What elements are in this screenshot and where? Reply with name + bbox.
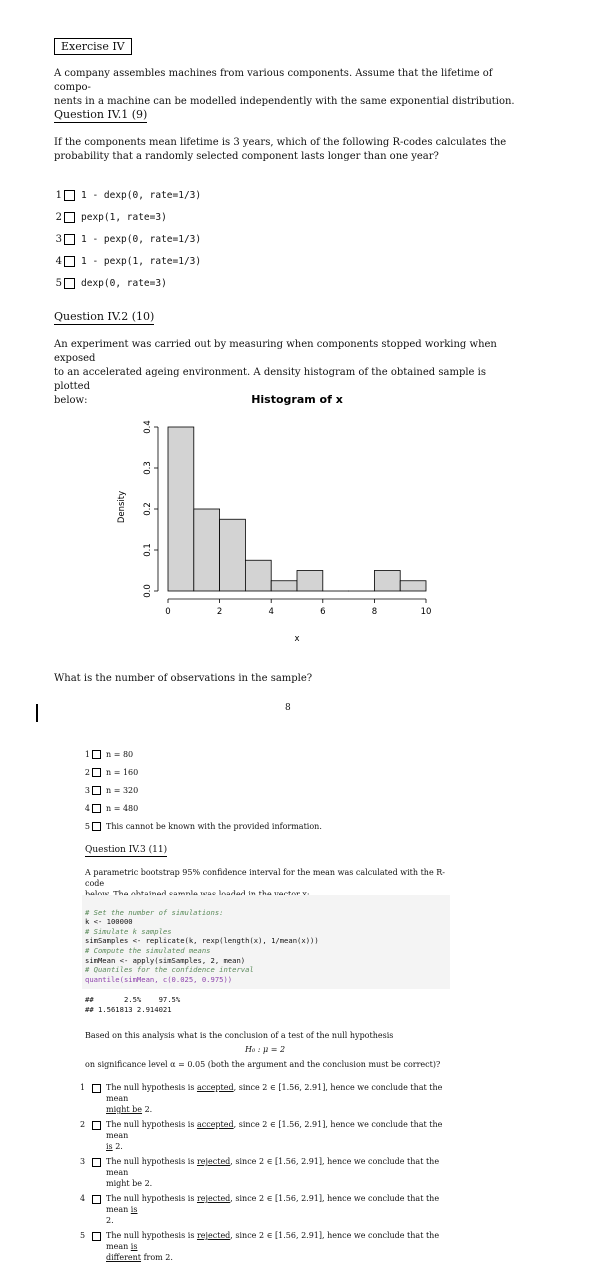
option-5[interactable] [80,817,322,835]
question-3-options [80,1082,455,1267]
checkbox[interactable] [92,786,101,795]
option-code: 1 - pexp(1, rate=1/3) [81,256,201,267]
option-code: 1 - dexp(0, rate=1/3) [81,190,201,201]
text-part: 2. [106,1216,114,1225]
checkbox[interactable] [92,1158,101,1167]
y-tick-label: 0.0 [143,584,153,598]
text-part: accepted [197,1083,234,1092]
text-line: If the components mean lifetime is 3 years, which of the following R-codes calculates the [54,136,524,150]
x-tick-label: 8 [372,607,377,617]
intro-line: nents in a machine can be modelled independently with the same exponential distribution. [54,95,524,109]
code-line: simMean <- apply(simSamples, 2, mean) [85,956,245,965]
checkbox[interactable] [92,822,101,831]
checkbox[interactable] [64,212,75,223]
y-tick-label: 0.1 [143,543,153,557]
option-number: 5 [50,278,62,289]
text-part: might be [106,1105,142,1114]
text-part: is [131,1205,138,1214]
option-text [106,1193,451,1226]
text-part: rejected [197,1231,230,1240]
option-number: 4 [80,804,90,813]
option-number: 1 [80,1082,90,1093]
checkbox[interactable] [64,256,75,267]
intro-line: A company assembles machines from various components. Assume that the lifetime of compo- [54,67,524,95]
option-text: n = 80 [106,749,133,760]
option-number: 2 [50,212,62,223]
option-number: 3 [50,234,62,245]
question-1-text [54,136,524,164]
chart-x-label: x [294,634,299,644]
option-code: 1 - pexp(0, rate=1/3) [81,234,201,245]
exercise-intro [54,67,524,109]
checkbox[interactable] [64,190,75,201]
chart-y-axis [143,420,158,598]
question-1-options [50,184,201,294]
text-line: to an accelerated ageing environment. A density histogram of the obtained sample is plotted [54,366,524,394]
option-4[interactable] [80,799,322,817]
histogram-bar [400,581,426,591]
code-comment: # Simulate k samples [85,927,172,936]
text-part: rejected [197,1194,230,1203]
text-part: accepted [197,1120,234,1129]
text-part: might be 2. [106,1179,152,1188]
option-number: 1 [50,190,62,201]
text-part: is [106,1142,113,1151]
code-comment: # Quantiles for the confidence interval [85,965,254,974]
option-code: pexp(1, rate=3) [81,212,167,223]
option-1[interactable] [80,745,322,763]
question-3-text-3: on significance level α = 0.05 (both the argument and the conclusion must be correct)? [85,1059,440,1070]
histogram-bar [168,427,194,591]
checkbox[interactable] [92,1084,101,1093]
question-3-text-2: Based on this analysis what is the conclusion of a test of the null hypothesis [85,1030,393,1041]
question-3-title: Question IV.3 (11) [85,845,167,857]
text-line: An experiment was carried out by measuring when components stopped working when exposed [54,338,524,366]
code-comment: # Compute the simulated means [85,946,211,955]
text-part: The null hypothesis is [106,1120,197,1129]
checkbox[interactable] [92,750,101,759]
option-text: n = 320 [106,785,138,796]
question-1-title: Question IV.1 (9) [54,108,147,123]
checkbox[interactable] [92,1195,101,1204]
code-output [85,995,180,1014]
option-number: 5 [80,1230,90,1241]
page-number: 8 [285,701,291,715]
option-text: This cannot be known with the provided information. [106,821,322,832]
text-part: The null hypothesis is [106,1194,197,1203]
code-comment: # Set the number of simulations: [85,908,223,917]
chart-x-axis [165,599,431,617]
text-part: is [131,1242,138,1251]
option-5[interactable] [80,1230,455,1267]
checkbox[interactable] [92,804,101,813]
text-part: The null hypothesis is [106,1157,197,1166]
histogram-bar [194,509,220,591]
option-text: n = 480 [106,803,138,814]
option-number: 2 [80,1119,90,1130]
option-3[interactable] [80,781,322,799]
checkbox[interactable] [64,234,75,245]
x-tick-label: 4 [268,607,273,617]
text-part: rejected [197,1157,230,1166]
text-line: below: [54,394,524,408]
code-block [82,895,450,989]
option-number: 5 [80,822,90,831]
hypothesis: H₀ : μ = 2 [245,1044,285,1055]
code-line: quantile(simMean, c(0.025, 0.975)) [85,975,232,984]
histogram-bar [271,581,297,591]
histogram-bar [220,519,246,591]
option-number: 1 [80,750,90,759]
question-2-title: Question IV.2 (10) [54,310,154,325]
histogram-bar [374,571,400,592]
text-cursor [36,704,38,722]
option-2[interactable] [80,763,322,781]
histogram-chart [100,385,480,650]
option-text [106,1230,451,1263]
option-text [106,1082,451,1115]
option-text: n = 160 [106,767,138,778]
output-line: ## 2.5% 97.5% [85,995,180,1004]
code-line: k <- 100000 [85,917,133,926]
option-4[interactable] [50,250,201,272]
option-number: 3 [80,1156,90,1167]
y-tick-label: 0.2 [143,502,153,516]
option-text [106,1156,451,1189]
checkbox[interactable] [92,768,101,777]
option-4[interactable] [80,1193,455,1230]
option-1[interactable] [80,1082,455,1119]
text-part: The null hypothesis is [106,1083,197,1092]
option-number: 2 [80,768,90,777]
histogram-bar [297,571,323,592]
chart-title: Histogram of x [251,393,343,406]
histogram-bar [245,560,271,591]
option-3[interactable] [50,228,201,250]
x-tick-label: 6 [320,607,325,617]
x-tick-label: 2 [217,607,222,617]
x-tick-label: 10 [421,607,432,617]
y-tick-label: 0.3 [143,461,153,475]
question-2-options [80,745,322,835]
text-part: , since 2 ∈ [1.56, 2.91], hence we conclude that the mean [106,1157,439,1177]
text-part: from 2. [141,1253,173,1262]
option-3[interactable] [80,1156,455,1193]
x-tick-label: 0 [165,607,170,617]
text-part: different [106,1253,141,1262]
checkbox[interactable] [92,1232,101,1241]
text-line: A parametric bootstrap 95% confidence interval for the mean was calculated with the R-code [85,867,455,889]
option-number: 3 [80,786,90,795]
exercise-title: Exercise IV [54,38,132,55]
chart-y-label: Density [117,491,127,523]
text-part: 2. [113,1142,123,1151]
option-number: 4 [50,256,62,267]
option-2[interactable] [80,1119,455,1156]
y-tick-label: 0.4 [143,420,153,434]
text-part: , since 2 ∈ [1.56, 2.91], hence we conclude that the mean [106,1231,439,1251]
chart-bars [168,427,426,591]
text-part: 2. [142,1105,152,1114]
question-2-prompt: What is the number of observations in the sample? [54,672,312,686]
option-2[interactable] [50,206,201,228]
text-part: , since 2 ∈ [1.56, 2.91], hence we conclude that the mean [106,1120,442,1140]
text-part: , since 2 ∈ [1.56, 2.91], hence we conclude that the mean [106,1194,439,1214]
option-number: 4 [80,1193,90,1204]
option-5[interactable] [50,272,201,294]
output-line: ## 1.561813 2.914021 [85,1005,172,1014]
text-part: , since 2 ∈ [1.56, 2.91], hence we conclude that the mean [106,1083,442,1103]
code-line: simSamples <- replicate(k, rexp(length(x), 1/mean(x))) [85,936,319,945]
text-part: The null hypothesis is [106,1231,197,1240]
checkbox[interactable] [92,1121,101,1130]
text-line: probability that a randomly selected component lasts longer than one year? [54,150,524,164]
checkbox[interactable] [64,278,75,289]
option-1[interactable] [50,184,201,206]
option-text [106,1119,451,1152]
option-code: dexp(0, rate=3) [81,278,167,289]
